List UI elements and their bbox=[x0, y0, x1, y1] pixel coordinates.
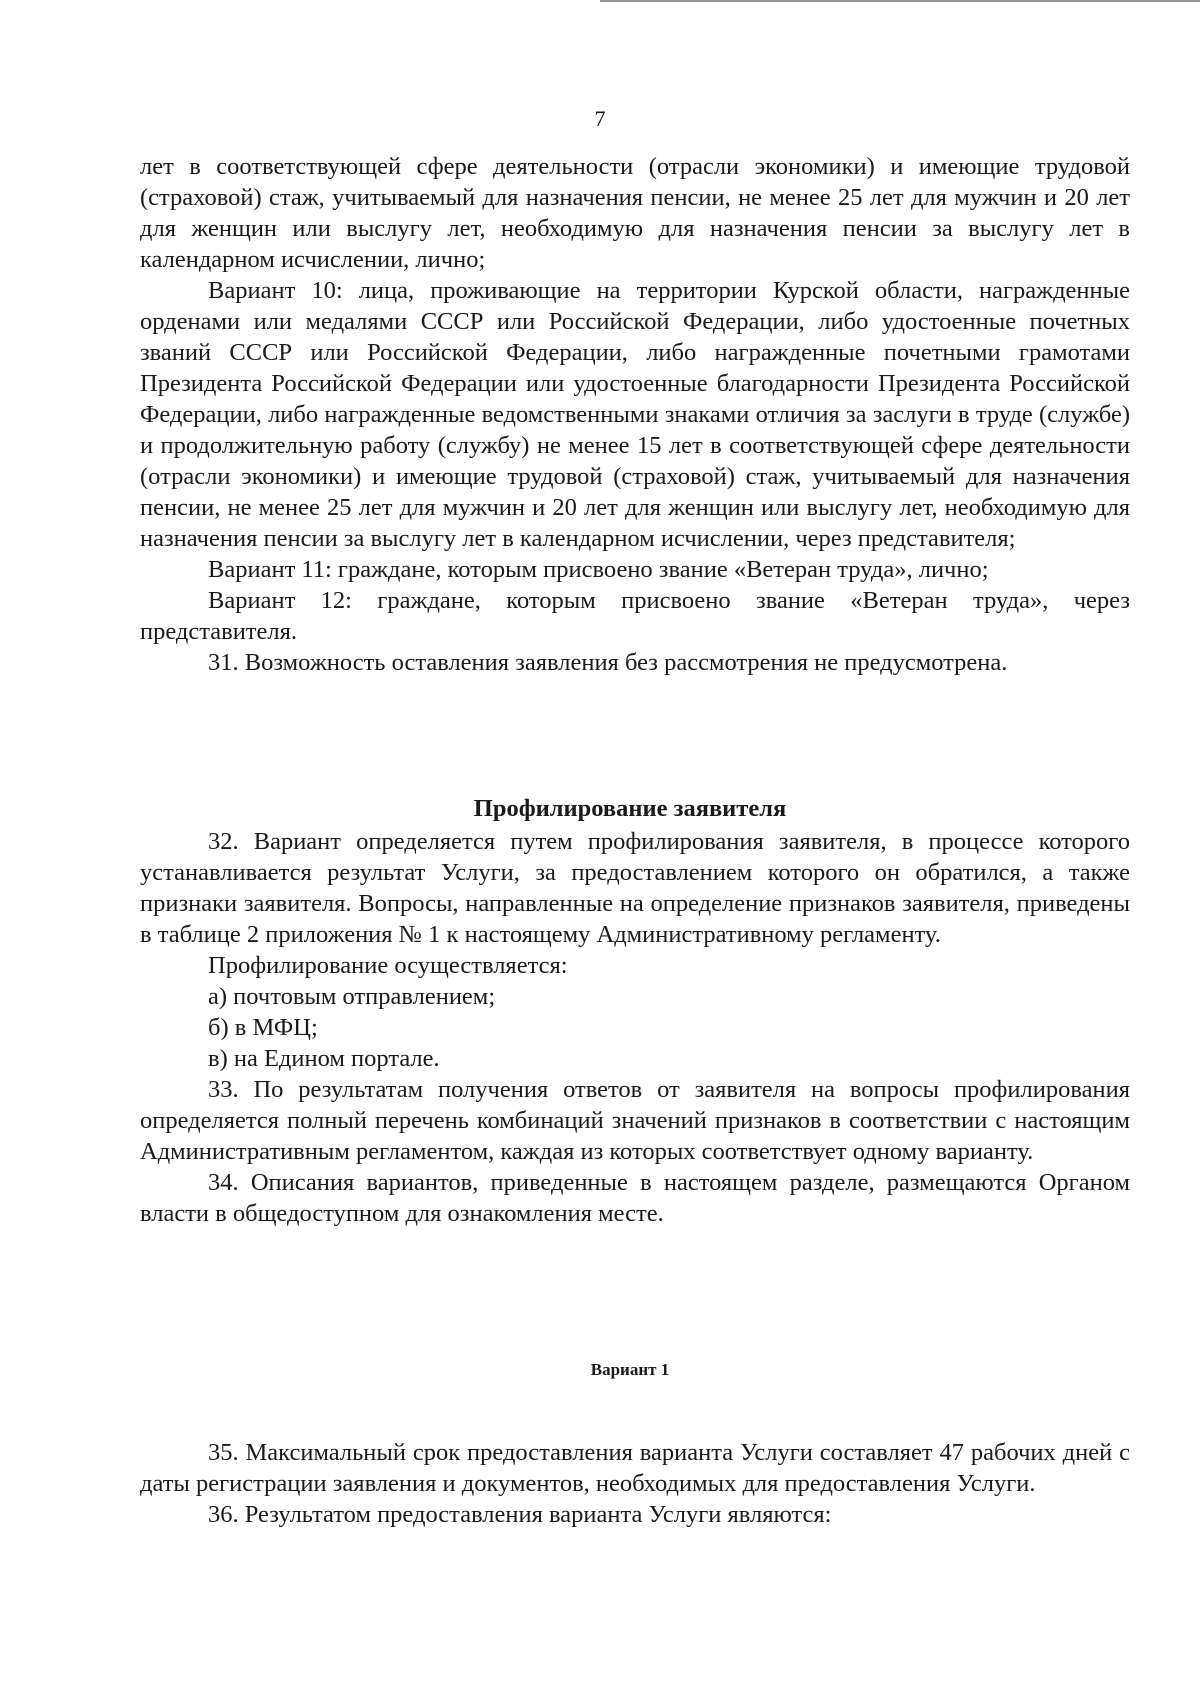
paragraph-profiling-intro: Профилирование осуществляется: bbox=[208, 952, 568, 979]
paragraph-32: 32. Вариант определяется путем профилирования заявителя, в процессе которого устанавливается результат Услуги, за предоставлением которого он обратился, а также признаки заявителя. Вопросы, направленные на определение признаков заявителя, приведены в таблице 2 приложения № 1 к настоящему Административному регламенту. bbox=[140, 828, 1130, 948]
list-item-c: в) на Едином портале. bbox=[208, 1045, 440, 1072]
page-number: 7 bbox=[594, 106, 606, 131]
section-heading-profiling: Профилирование заявителя bbox=[473, 795, 787, 822]
paragraph-33: 33. По результатам получения ответов от заявителя на вопросы профилирования определяется полный перечень комбинаций значений признаков в соответствии с настоящим Административным регламентом, каждая из которых соответствует одному варианту. bbox=[140, 1076, 1130, 1165]
text-block-3 bbox=[140, 1437, 1130, 1530]
paragraph-31: 31. Возможность оставления заявления без рассмотрения не предусмотрена. bbox=[208, 649, 1008, 676]
section-heading-variant-1: Вариант 1 bbox=[590, 1360, 670, 1379]
paragraph-continuation: лет в соответствующей сфере деятельности (отрасли экономики) и имеющие трудовой (страховой) стаж, учитываемый для назначения пенсии, не менее 25 лет для мужчин и 20 лет для женщин или выслугу лет, необходимую для назначения пенсии за выслугу лет в календарном исчислении, лично; bbox=[140, 153, 1130, 273]
text-block-2 bbox=[140, 826, 1130, 1229]
scan-edge-line bbox=[600, 0, 1200, 2]
paragraph-36: 36. Результатом предоставления варианта Услуги являются: bbox=[208, 1501, 832, 1528]
paragraph-34: 34. Описания вариантов, приведенные в настоящем разделе, размещаются Органом власти в общедоступном для ознакомления месте. bbox=[140, 1169, 1130, 1227]
paragraph-variant-12: Вариант 12: граждане, которым присвоено звание «Ветеран труда», через представителя. bbox=[140, 587, 1130, 645]
paragraph-variant-10: Вариант 10: лица, проживающие на территории Курской области, награжденные орденами или медалями СССР или Российской Федерации, либо удостоенные почетных званий СССР или Российской Федерации, либо награжденные почетными грамотами Президента Российской Федерации или удостоенные благодарности Президента Российской Федерации, либо награжденные ведомственными знаками отличия за заслуги в труде (службе) и продолжительную работу (службу) не менее 15 лет в соответствующей сфере деятельности (отрасли экономики) и имеющие трудовой (страховой) стаж, учитываемый для назначения пенсии, не менее 25 лет для мужчин и 20 лет для женщин или выслугу лет, необходимую для назначения пенсии за выслугу лет в календарном исчислении, через представителя; bbox=[140, 277, 1130, 552]
list-item-a: а) почтовым отправлением; bbox=[208, 983, 496, 1010]
paragraph-variant-11: Вариант 11: граждане, которым присвоено звание «Ветеран труда», лично; bbox=[208, 556, 989, 583]
paragraph-35: 35. Максимальный срок предоставления варианта Услуги составляет 47 рабочих дней с даты регистрации заявления и документов, необходимых для предоставления Услуги. bbox=[140, 1439, 1130, 1497]
list-item-b: б) в МФЦ; bbox=[208, 1014, 318, 1041]
text-block-1 bbox=[140, 151, 1130, 678]
